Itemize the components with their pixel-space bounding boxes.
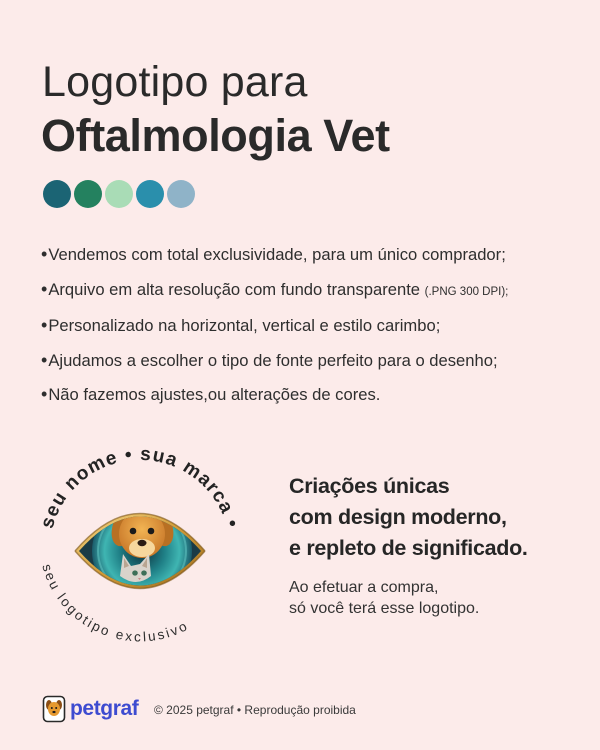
feature-text: Não fazemos ajustes,ou alterações de cores. bbox=[48, 385, 381, 404]
color-palette bbox=[43, 180, 195, 208]
stamp-text-top: seu nome • sua marca • bbox=[36, 443, 244, 531]
feature-text: Vendemos com total exclusividade, para um único comprador; bbox=[48, 245, 506, 264]
color-swatch bbox=[167, 180, 195, 208]
feature-note: (.PNG 300 DPI); bbox=[424, 285, 509, 298]
copyright-text: © 2025 petgraf • Reprodução proibida bbox=[154, 703, 356, 717]
brand-logo bbox=[42, 695, 138, 723]
eye-illustration-icon bbox=[75, 501, 205, 601]
bullet-icon: • bbox=[41, 244, 48, 264]
logo-stamp bbox=[20, 430, 260, 670]
bullet-icon: • bbox=[41, 384, 48, 404]
promo-subtext bbox=[289, 577, 479, 619]
feature-item bbox=[41, 244, 581, 265]
feature-item bbox=[41, 350, 581, 371]
brand-name: petgraf bbox=[70, 697, 139, 720]
title-line-1: Logotipo para bbox=[42, 58, 308, 106]
promo-heading-line: Criações únicas bbox=[289, 474, 450, 498]
feature-text: Personalizado na horizontal, vertical e estilo carimbo; bbox=[48, 316, 441, 335]
promo-heading bbox=[289, 471, 528, 564]
color-swatch bbox=[136, 180, 164, 208]
bullet-icon: • bbox=[41, 315, 48, 335]
promo-heading-line: com design moderno, bbox=[289, 505, 507, 529]
bullet-icon: • bbox=[41, 349, 48, 370]
feature-text: Ajudamos a escolher o tipo de fonte perfeito para o desenho; bbox=[48, 350, 498, 370]
promo-subtext-line: Ao efetuar a compra, bbox=[289, 579, 439, 596]
feature-item bbox=[41, 315, 581, 336]
promo-subtext-line: só você terá esse logotipo. bbox=[289, 600, 480, 617]
feature-item bbox=[41, 384, 581, 405]
color-swatch bbox=[43, 180, 71, 208]
feature-list bbox=[41, 244, 581, 419]
feature-item bbox=[41, 279, 581, 302]
feature-text: Arquivo em alta resolução com fundo transparente bbox=[48, 279, 425, 299]
petgraf-logo-icon bbox=[42, 695, 66, 723]
bullet-icon: • bbox=[41, 278, 48, 299]
title-line-2: Oftalmologia Vet bbox=[41, 110, 390, 161]
stamp-text-bottom: seu logotipo exclusivo bbox=[39, 562, 192, 645]
promo-heading-line: e repleto de significado. bbox=[289, 536, 528, 560]
color-swatch bbox=[74, 180, 102, 208]
color-swatch bbox=[105, 180, 133, 208]
